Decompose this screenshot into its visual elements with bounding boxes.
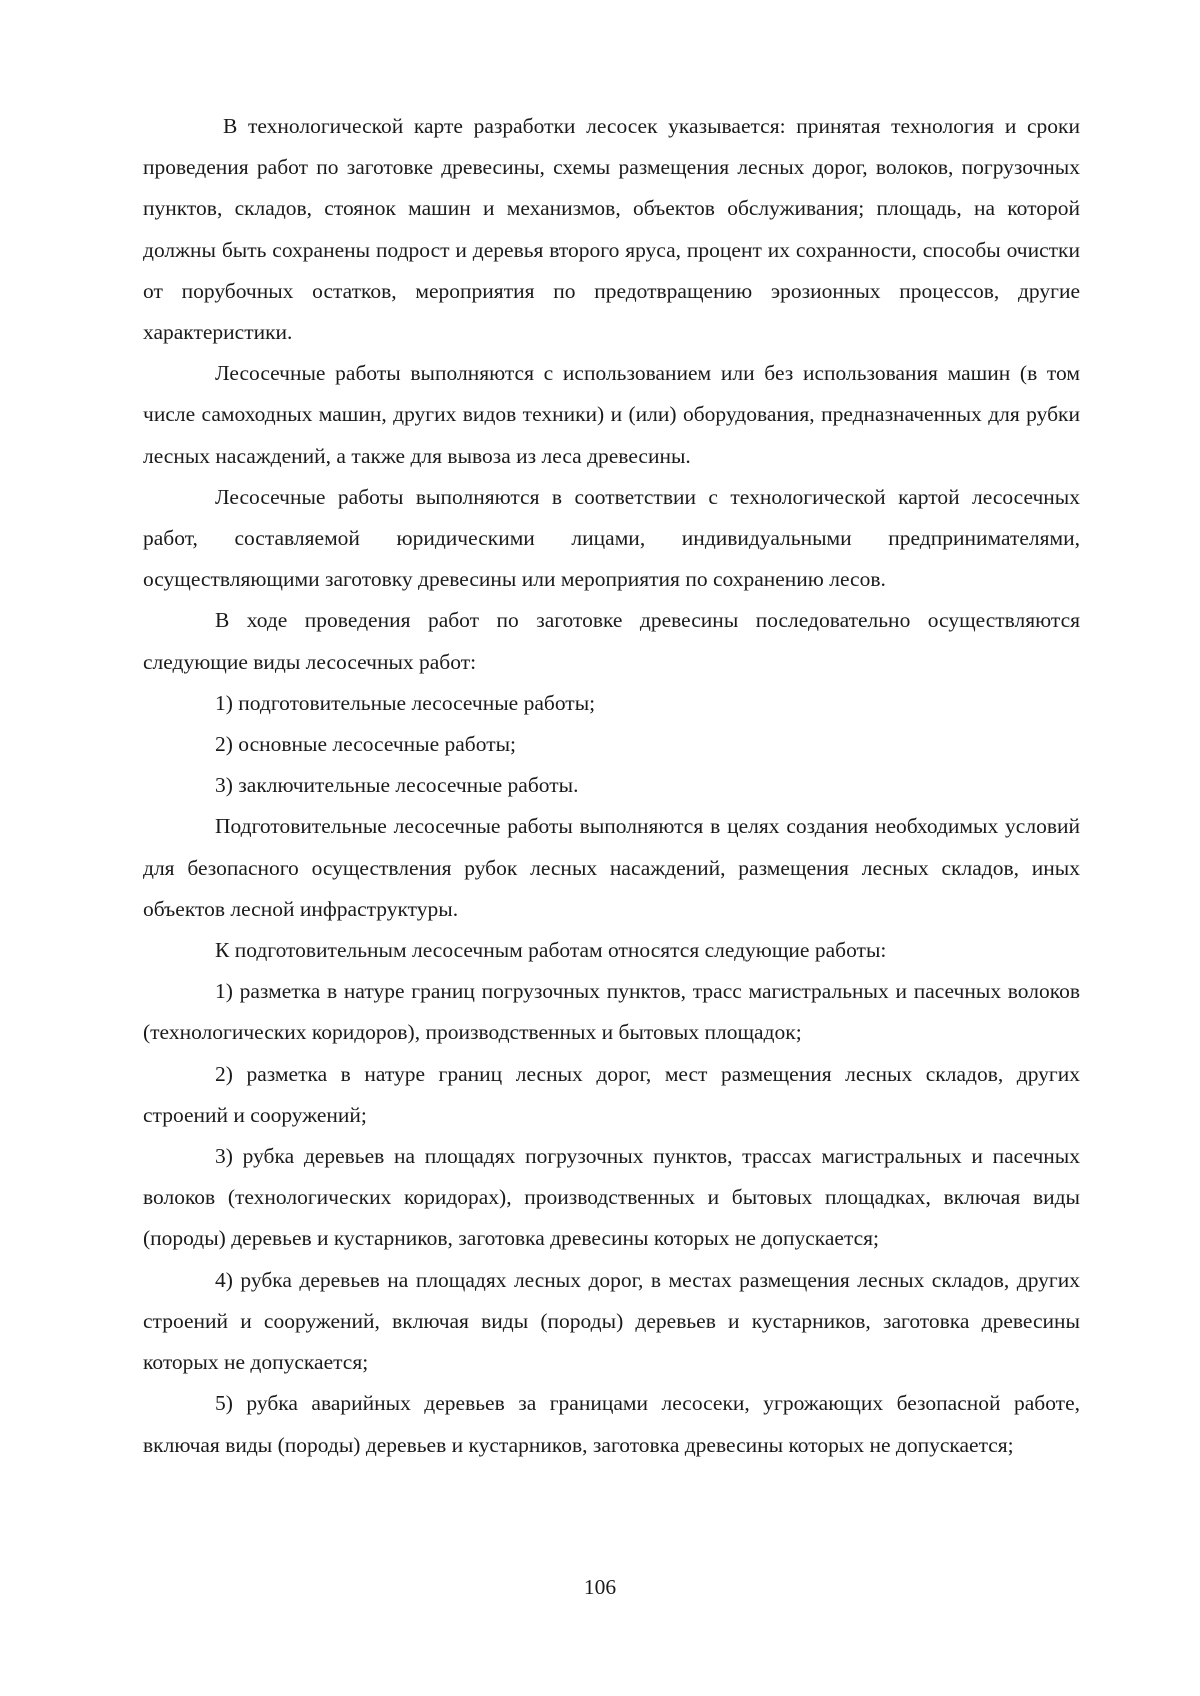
list-item-felling-road-areas: 4) рубка деревьев на площадях лесных дорог, в местах размещения лесных складов, других строений и сооружений, включая виды (породы) деревьев и кустарников, заготовка древесины которых не допускается; [143, 1267, 1080, 1375]
list-item-felling-hazard-trees: 5) рубка аварийных деревьев за границами лесосеки, угрожающих безопасной работе, включая виды (породы) деревьев и кустарников, заготовка древесины которых не допускается; [143, 1391, 1080, 1457]
paragraph-sequence-of-works: В ходе проведения работ по заготовке древесины последовательно осуществляются следующие виды лесосечных работ: [143, 608, 1080, 674]
list-item-preparatory: 1) подготовительные лесосечные работы; [215, 690, 596, 715]
list-item-final: 3) заключительные лесосечные работы. [215, 773, 579, 798]
paragraph-preparatory-purpose: Подготовительные лесосечные работы выполняются в целях создания необходимых условий для безопасного осуществления рубок лесных насаждений, размещения лесных складов, иных объектов лесной инфраструктуры. [143, 814, 1080, 921]
list-item-marking-loading-points: 1) разметка в натуре границ погрузочных пунктов, трасс магистральных и пасечных волоков (технологических коридоров), производственных и бытовых площадок; [143, 979, 1080, 1045]
list-item-felling-loading-areas: 3) рубка деревьев на площадях погрузочных пунктов, трассах магистральных и пасечных волоков (технологических коридорах), производственных и бытовых площадках, включая виды (породы) деревьев и кустарников, заготовка древесины которых не допускается; [143, 1144, 1080, 1251]
page-number: 106 [583, 1575, 617, 1599]
paragraph-tech-map: В технологической карте разработки лесосек указывается: принятая технология и сроки проведения работ по заготовке древесины, схемы размещения лесных дорог, волоков, погрузочных пунктов, складов, стоянок машин и механизмов, объектов обслуживания; площадь, на которой должны быть сохранены подрост и деревья второго яруса, процент их сохранности, способы очистки от порубочных остатков, мероприятия по предотвращению эрозионных процессов, другие характеристики. [143, 114, 1080, 345]
paragraph-logging-operations-tech-card: Лесосечные работы выполняются в соответствии с технологической картой лесосечных работ, составляемой юридическими лицами, индивидуальными предпринимателями, осуществляющими заготовку древесины или мероприятия по сохранению лесов. [143, 484, 1080, 592]
paragraph-logging-operations-machines: Лесосечные работы выполняются с использованием или без использования машин (в том числе самоходных машин, других видов техники) и (или) оборудования, предназначенных для рубки лесных насаждений, а также для вывоза из леса древесины. [143, 361, 1080, 468]
list-item-marking-roads: 2) разметка в натуре границ лесных дорог, мест размещения лесных складов, других строений и сооружений; [143, 1061, 1080, 1127]
list-item-main: 2) основные лесосечные работы; [215, 732, 517, 757]
page-body [143, 106, 1080, 1466]
paragraph-preparatory-list-intro: К подготовительным лесосечным работам относятся следующие работы: [215, 938, 887, 963]
